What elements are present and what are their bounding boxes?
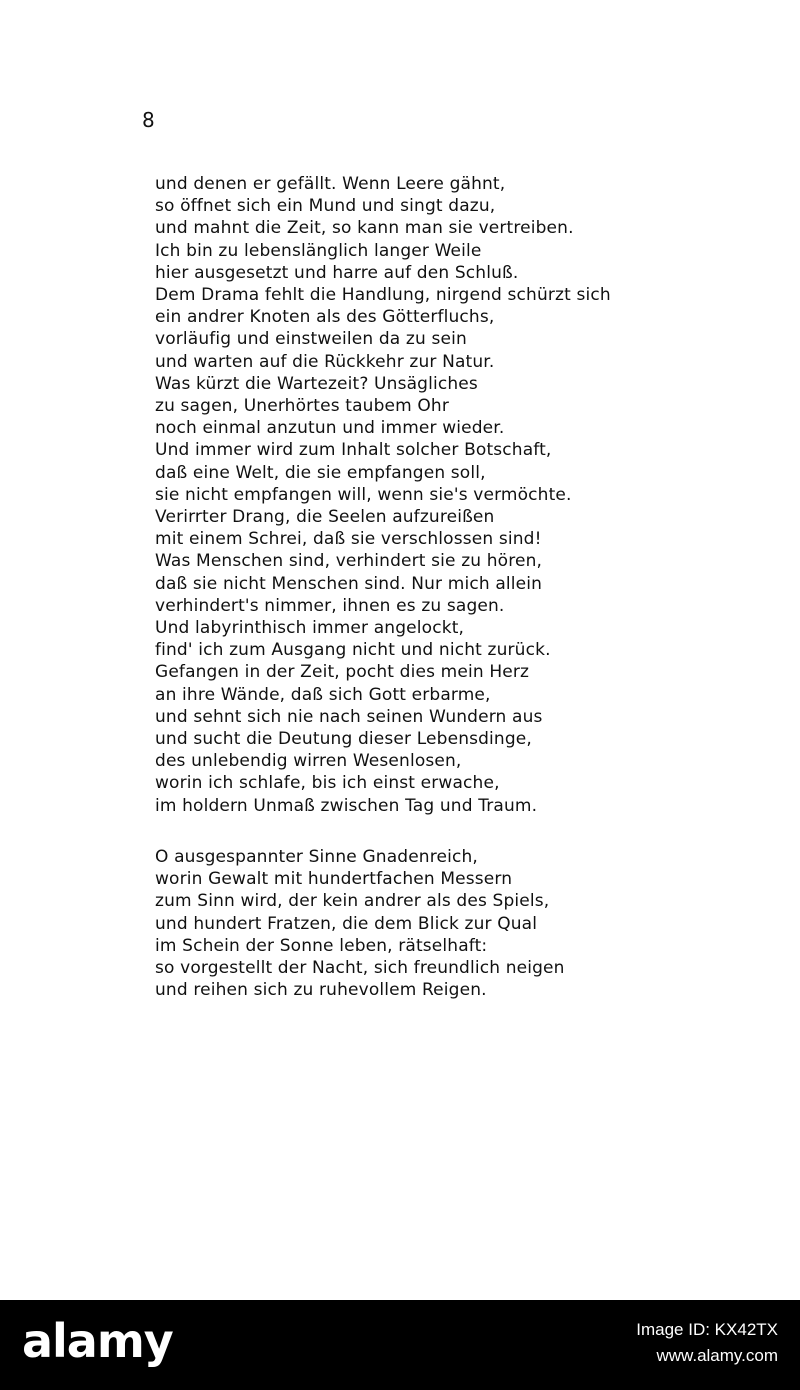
site-url: www.alamy.com <box>656 1346 778 1365</box>
verse-line: O ausgespannter Sinne Gnadenreich, <box>155 847 478 867</box>
verse-line: Dem Drama fehlt die Handlung, nirgend schürzt sich <box>155 285 611 306</box>
verse-line: worin Gewalt mit hundertfachen Messern <box>155 869 513 890</box>
verse-line: noch einmal anzutun und immer wieder. <box>155 418 505 439</box>
verse-line: find' ich zum Ausgang nicht und nicht zurück. <box>155 640 551 661</box>
verse-line: vorläufig und einstweilen da zu sein <box>155 329 467 350</box>
page-number: 8 <box>142 108 155 132</box>
verse-line: zu sagen, Unerhörtes taubem Ohr <box>155 396 449 417</box>
verse-line: sie nicht empfangen will, wenn sie's vermöchte. <box>155 484 572 505</box>
verse-line: ein andrer Knoten als des Götterfluchs, <box>155 307 495 328</box>
verse-line: und sucht die Deutung dieser Lebensdinge, <box>155 729 532 750</box>
verse-line: und sehnt sich nie nach seinen Wundern aus <box>155 706 543 727</box>
verse-line: so öffnet sich ein Mund und singt dazu, <box>155 196 496 217</box>
verse-line: und denen er gefällt. Wenn Leere gähnt, <box>155 174 506 194</box>
verse-line: Was kürzt die Wartezeit? Unsägliches <box>155 373 478 394</box>
watermark-footer <box>0 1300 800 1390</box>
verse-line: verhindert's nimmer, ihnen es zu sagen. <box>155 595 505 616</box>
verse-line: zum Sinn wird, der kein andrer als des Spiels, <box>155 891 550 912</box>
stanza-2 <box>155 846 565 1001</box>
verse-line: und reihen sich zu ruhevollem Reigen. <box>155 980 487 1001</box>
verse-line: im Schein der Sonne leben, rätselhaft: <box>155 935 488 956</box>
verse-line: Und immer wird zum Inhalt solcher Botschaft, <box>155 440 552 461</box>
image-id-label: Image ID: KX42TX <box>636 1320 778 1339</box>
verse-line: Was Menschen sind, verhindert sie zu hören, <box>155 551 543 572</box>
verse-line: Verirrter Drang, die Seelen aufzureißen <box>155 507 495 528</box>
verse-line: daß eine Welt, die sie empfangen soll, <box>155 462 486 483</box>
verse-line: hier ausgesetzt und harre auf den Schluß. <box>155 262 519 283</box>
verse-line: daß sie nicht Menschen sind. Nur mich allein <box>155 573 543 594</box>
verse-line: so vorgestellt der Nacht, sich freundlich neigen <box>155 958 565 979</box>
verse-line: im holdern Unmaß zwischen Tag und Traum. <box>155 795 538 816</box>
verse-line: Und labyrinthisch immer angelockt, <box>155 618 465 639</box>
verse-line: des unlebendig wirren Wesenlosen, <box>155 751 462 772</box>
verse-line: und hundert Fratzen, die dem Blick zur Qual <box>155 913 538 934</box>
verse-line: Ich bin zu lebenslänglich langer Weile <box>155 240 482 261</box>
verse-line: und warten auf die Rückkehr zur Natur. <box>155 351 495 372</box>
alamy-logo: alamy <box>22 1314 173 1368</box>
verse-line: und mahnt die Zeit, so kann man sie vertreiben. <box>155 218 574 239</box>
verse-line: worin ich schlafe, bis ich einst erwache, <box>155 773 500 794</box>
stanza-1 <box>155 173 611 817</box>
verse-line: mit einem Schrei, daß sie verschlossen sind! <box>155 529 542 550</box>
verse-line: Gefangen in der Zeit, pocht dies mein Herz <box>155 662 530 683</box>
verse-line: an ihre Wände, daß sich Gott erbarme, <box>155 684 491 705</box>
